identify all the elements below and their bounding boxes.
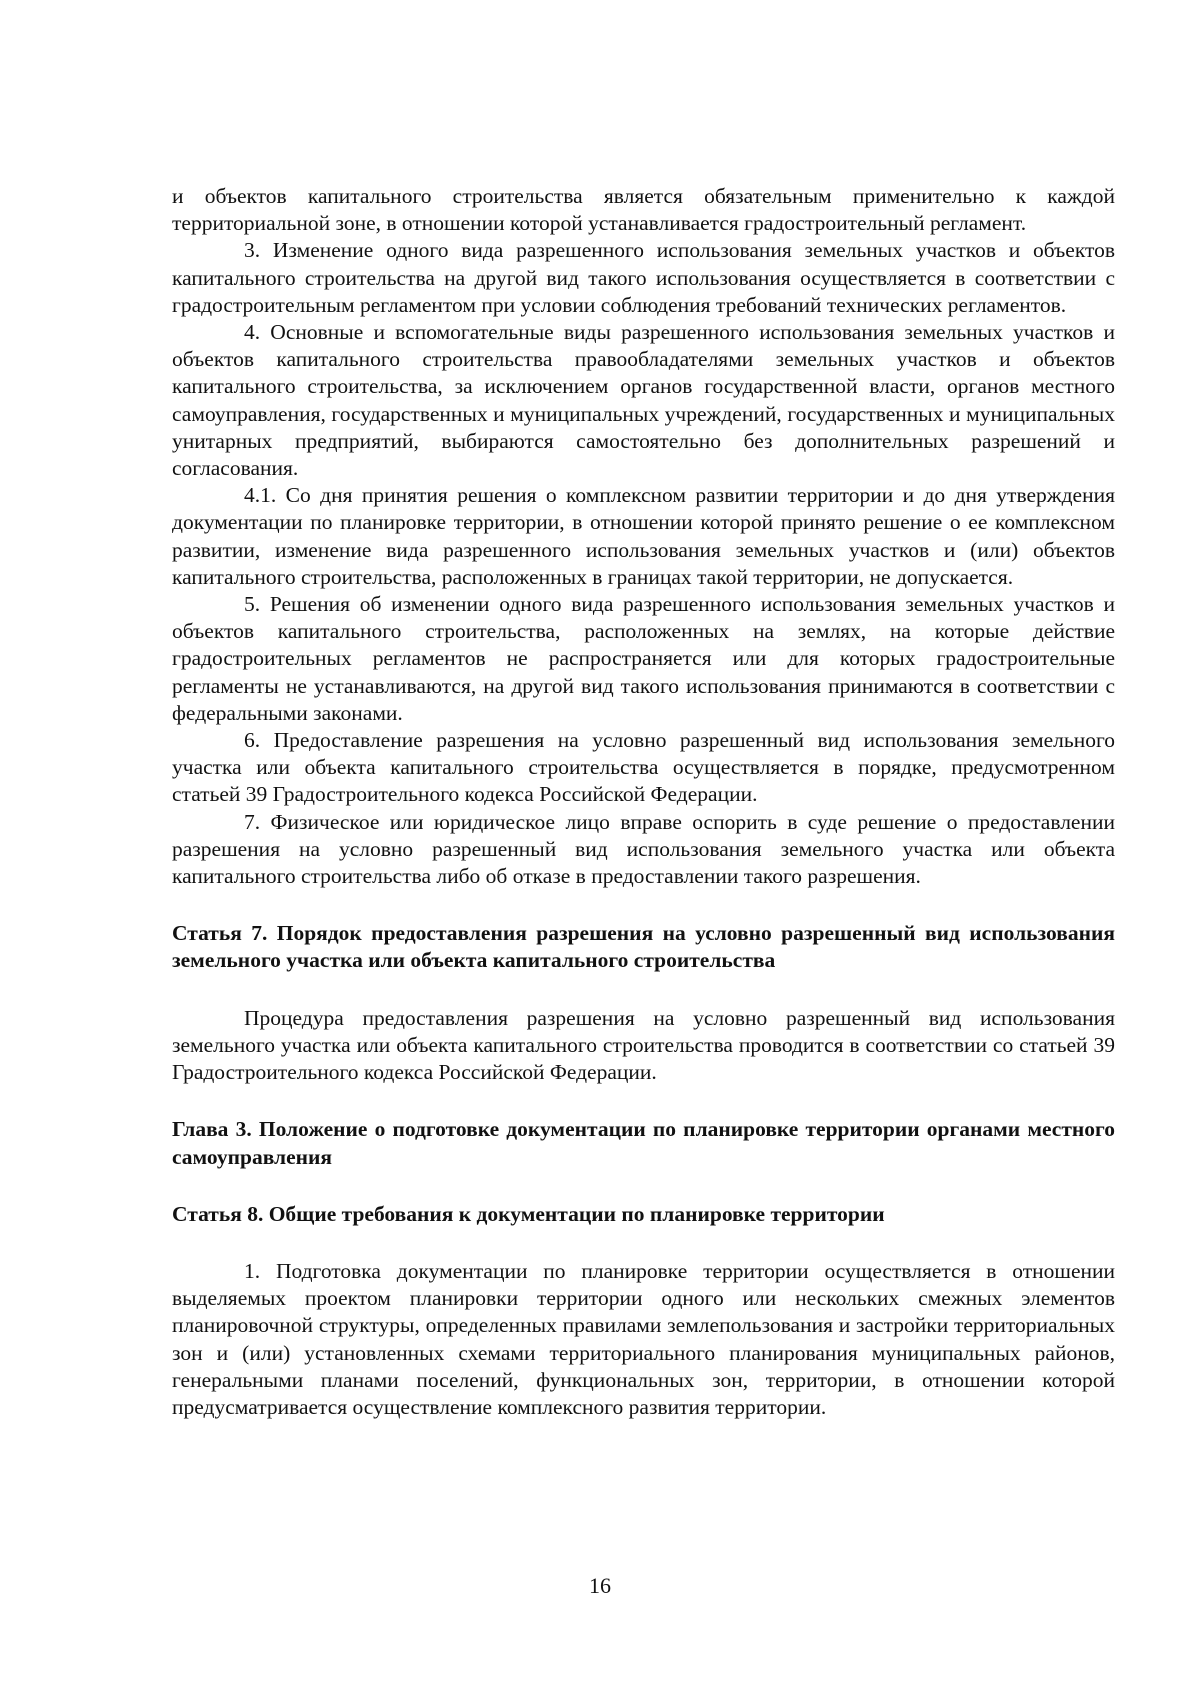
- paragraph-item-5: 5. Решения об изменении одного вида разрешенного использования земельных участков и объектов капитального строительства, расположенных на землях, на которые действие градостроительных регламентов не распространяется или для которых градостроительные регламенты не устанавливаются, на другой вид такого использования принимаются в соответствии с федеральными законами.: [172, 592, 1115, 725]
- paragraph-item-7: 7. Физическое или юридическое лицо вправе оспорить в суде решение о предоставлении разрешения на условно разрешенный вид использования земельного участка или объекта капитального строительства либо об отказе в предоставлении такого разрешения.: [172, 809, 1115, 889]
- article-7-text: Процедура предоставления разрешения на условно разрешенный вид использования земельного участка или объекта капитального строительства проводится в соответствии со статьей 39 Градостроительного кодекса Российской Федерации.: [172, 1005, 1115, 1085]
- paragraph-item-4: 4. Основные и вспомогательные виды разрешенного использования земельных участков и объектов капитального строительства правообладателями земельных участков и объектов капитального строительства, за исключением органов государственной власти, органов местного самоуправления, государственных и муниципальных учреждений, государственных и муниципальных унитарных предприятий, выбираются самостоятельно без дополнительных разрешений и согласования.: [172, 320, 1115, 481]
- chapter-3-heading: Глава 3. Положение о подготовке документации по планировке территории органами местного самоуправления: [172, 1117, 1115, 1169]
- article-8-text: 1. Подготовка документации по планировке территории осуществляется в отношении выделяемых проектом планировки территории одного или нескольких смежных элементов планировочной структуры, определенных правилами землепользования и застройки территориальных зон и (или) установленных схемами территориального планирования муниципальных районов, генеральными планами поселений, функциональных зон, территории, в отношении которой предусматривается осуществление комплексного развития территории.: [172, 1258, 1115, 1419]
- article-8-heading: Статья 8. Общие требования к документации по планировке территории: [172, 1201, 885, 1226]
- paragraph-item-6: 6. Предоставление разрешения на условно разрешенный вид использования земельного участка или объекта капитального строительства осуществляется в порядке, предусмотренном статьей 39 Градостроительного кодекса Российской Федерации.: [172, 728, 1115, 807]
- paragraph-item-4-1: 4.1. Со дня принятия решения о комплексном развитии территории и до дня утверждения документации по планировке территории, в отношении которой принято решение о ее комплексном развитии, изменение вида разрешенного использования земельных участков и (или) объектов капитального строительства, расположенных в границах такой территории, не допускается.: [172, 483, 1115, 589]
- article-7-heading: Статья 7. Порядок предоставления разрешения на условно разрешенный вид использования земельного участка или объекта капитального строительства: [172, 921, 1115, 973]
- paragraph-continuation: и объектов капитального строительства является обязательным применительно к каждой территориальной зоне, в отношении которой устанавливается градостроительный регламент.: [172, 184, 1115, 236]
- paragraph-item-3: 3. Изменение одного вида разрешенного использования земельных участков и объектов капитального строительства на другой вид такого использования осуществляется в соответствии с градостроительным регламентом при условии соблюдения требований технических регламентов.: [172, 238, 1115, 317]
- page-number: 16: [589, 1573, 611, 1598]
- document-body: [172, 183, 1115, 1421]
